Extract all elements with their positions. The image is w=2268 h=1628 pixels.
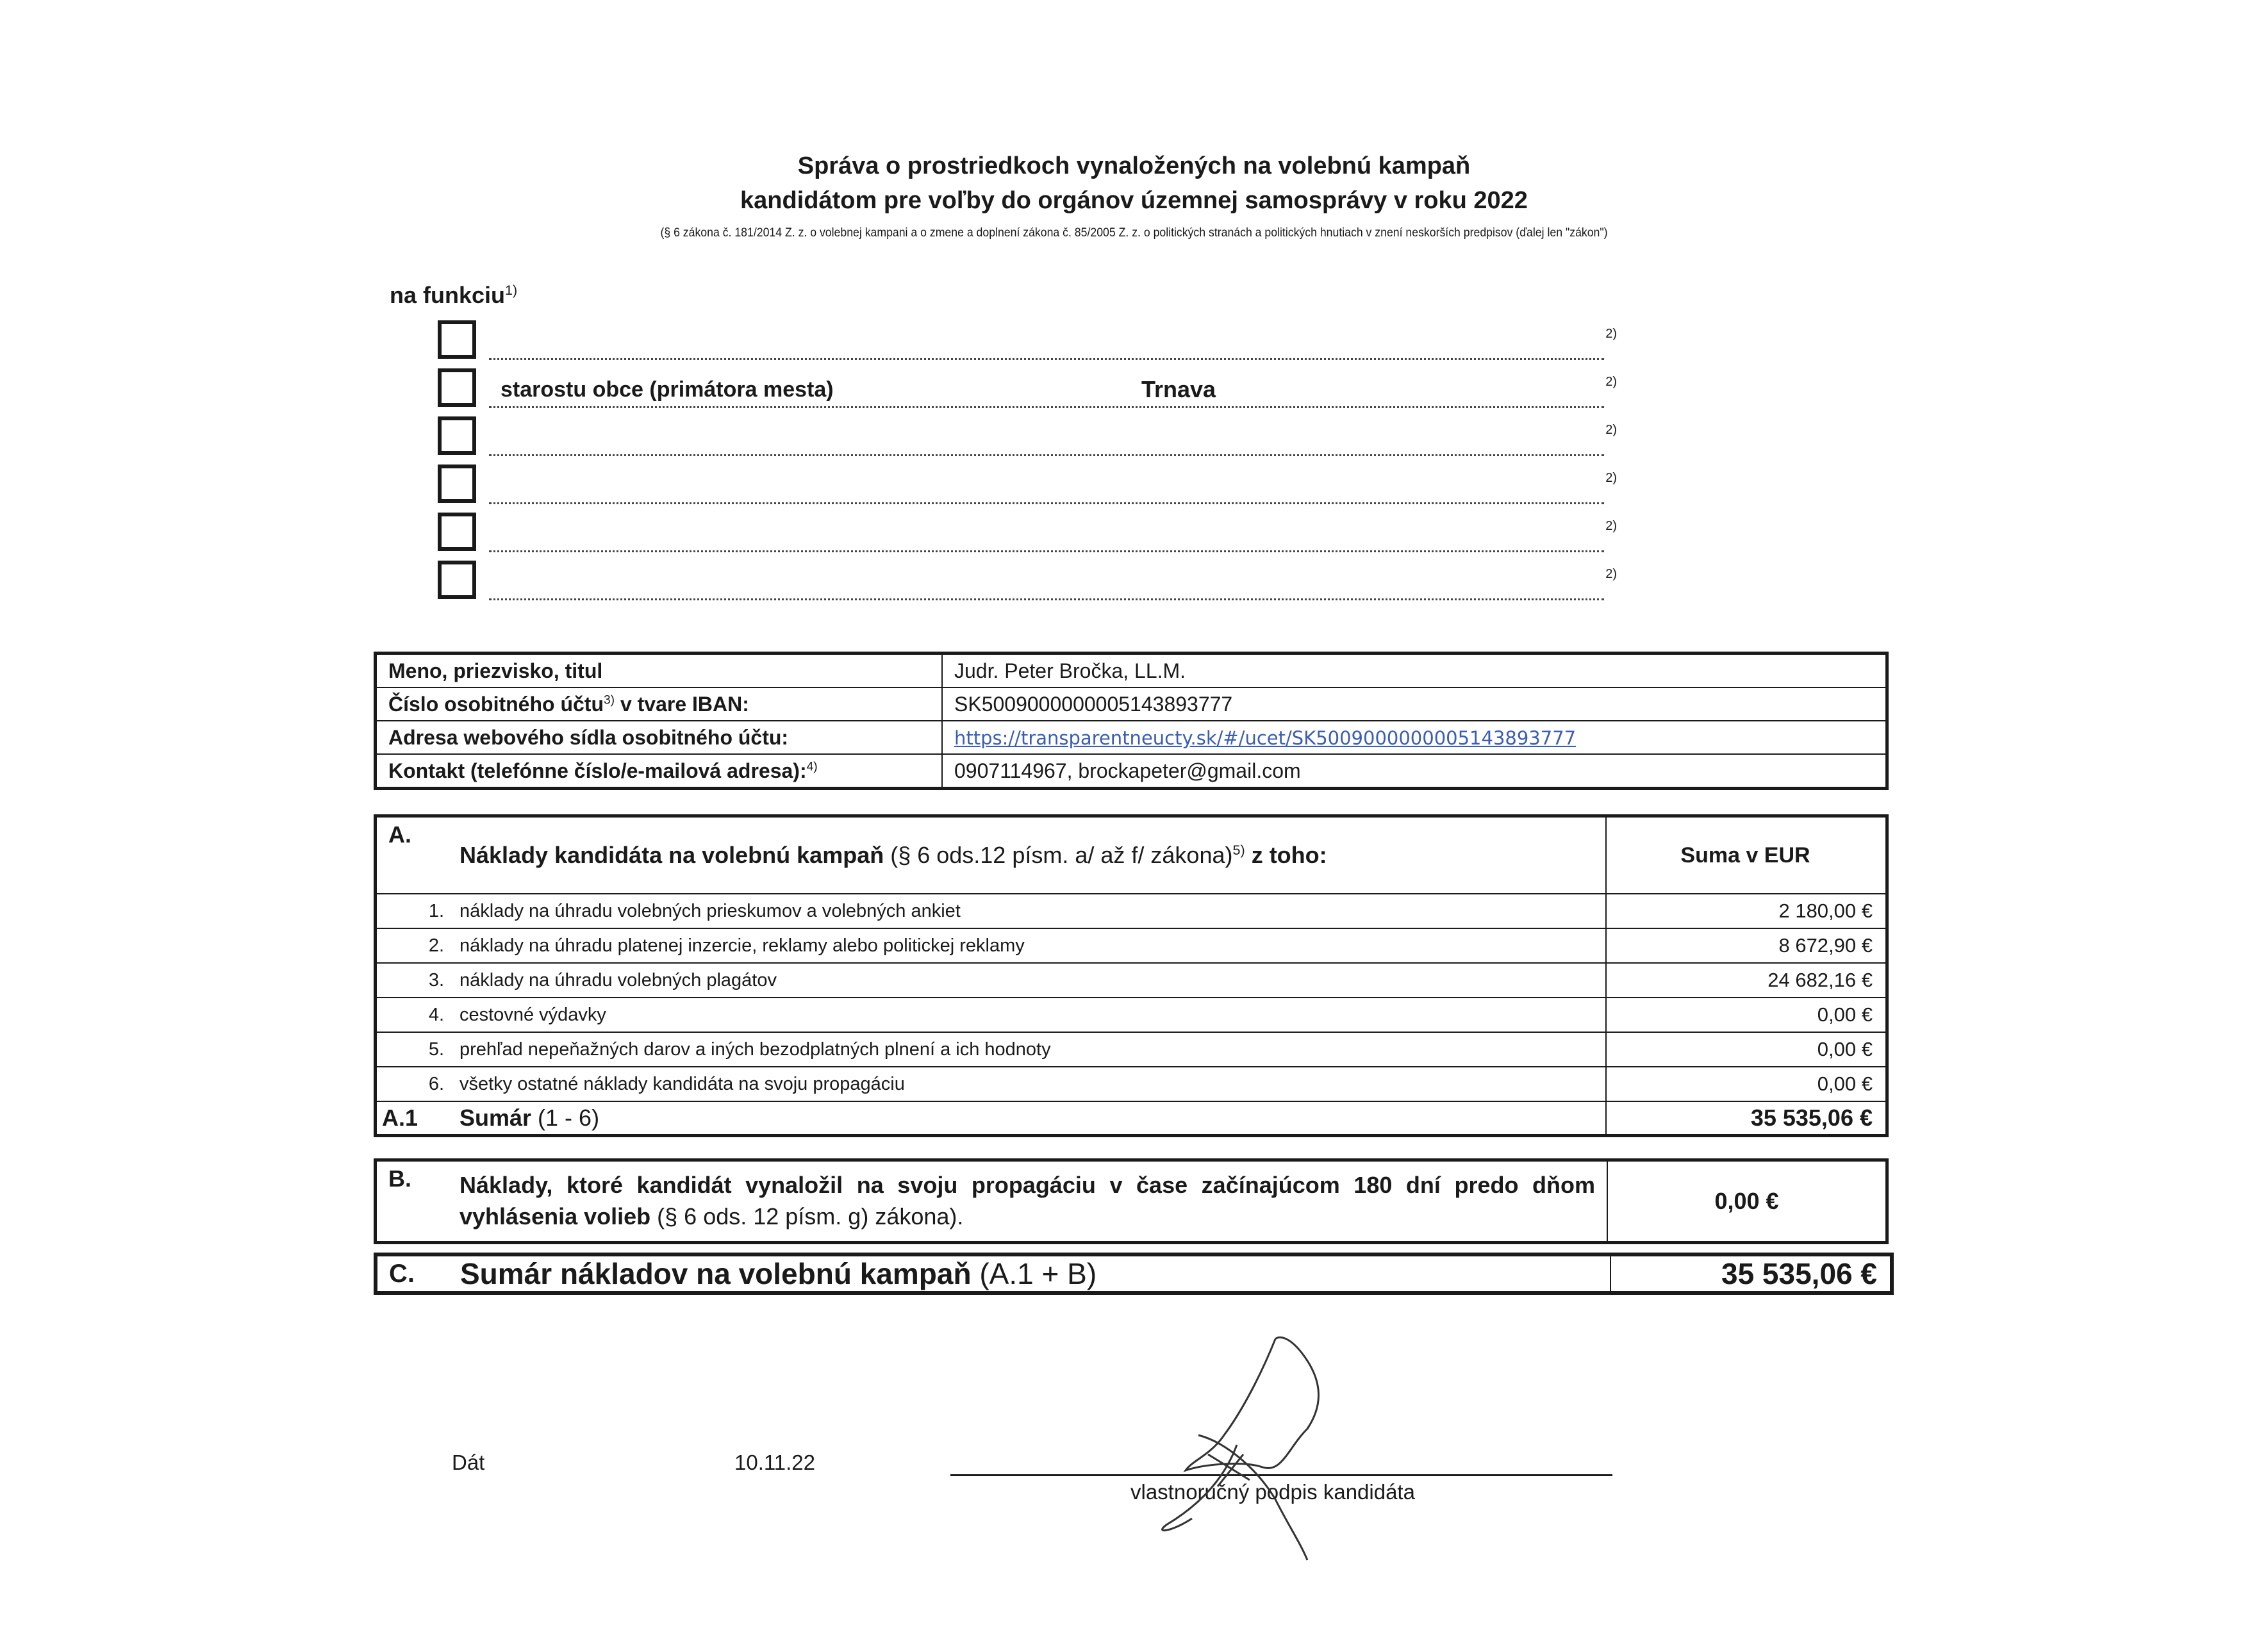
dotted-line — [489, 502, 1604, 504]
footnote-ref: 2) — [1605, 471, 1617, 485]
account-label-sup: 3) — [603, 693, 615, 707]
table-row — [376, 721, 1887, 754]
report-title-line2: kandidátom pre voľby do orgánov územnej samosprávy v roku 2022 — [740, 187, 1528, 214]
contact-label — [376, 754, 943, 789]
section-b-amount: 0,00 € — [1607, 1160, 1887, 1243]
signature-scribble — [1147, 1333, 1359, 1570]
section-a-title-tail: z toho: — [1245, 842, 1327, 868]
footnote-ref: 2) — [1605, 519, 1617, 533]
function-checkbox[interactable] — [438, 320, 476, 359]
table-row — [376, 1160, 1887, 1243]
section-a-header — [376, 816, 1887, 894]
date-value: 10.11.22 — [734, 1451, 816, 1474]
function-row — [438, 561, 1617, 604]
item-number: 2. — [376, 928, 449, 963]
function-row-value: Trnava — [1141, 376, 1216, 402]
function-checkbox[interactable] — [438, 561, 476, 599]
section-a-title — [448, 816, 1606, 894]
section-c-amount: 35 535,06 € — [1610, 1254, 1892, 1293]
sum-label-bold: Sumár — [459, 1105, 532, 1131]
sum-letter: A.1 — [376, 1101, 449, 1136]
table-row — [376, 1067, 1887, 1101]
web-cell — [942, 721, 1887, 754]
item-label: prehľad nepeňažných darov a iných bezodplatných plnení a ich hodnoty — [448, 1032, 1606, 1067]
sum-label — [448, 1101, 1606, 1136]
amount-header: Suma v EUR — [1606, 816, 1887, 894]
section-b-table — [374, 1158, 1889, 1244]
item-label: všetky ostatné náklady kandidáta na svoju propagáciu — [448, 1067, 1606, 1101]
footnote-ref: 2) — [1605, 375, 1617, 389]
item-label: cestovné výdavky — [448, 998, 1606, 1032]
item-number: 4. — [376, 998, 449, 1032]
account-label — [376, 687, 943, 721]
function-label-sup: 1) — [505, 282, 518, 298]
section-c-label-rest: (A.1 + B) — [971, 1257, 1097, 1290]
item-label: náklady na úhradu platenej inzercie, reklamy alebo politickej reklamy — [448, 928, 1606, 963]
contact-value: 0907114967, brockapeter@gmail.com — [942, 754, 1887, 789]
sum-amount: 35 535,06 € — [1606, 1101, 1887, 1136]
dotted-line — [489, 598, 1604, 600]
footnote-ref: 2) — [1605, 423, 1617, 437]
item-amount: 0,00 € — [1606, 1067, 1887, 1101]
item-amount: 0,00 € — [1606, 998, 1887, 1032]
dotted-line — [489, 454, 1604, 456]
item-number: 5. — [376, 1032, 449, 1067]
function-checkbox[interactable] — [438, 416, 476, 455]
item-number: 1. — [376, 894, 449, 928]
section-b-text — [448, 1160, 1607, 1243]
table-row — [376, 963, 1887, 998]
web-label: Adresa webového sídla osobitného účtu: — [376, 721, 943, 754]
section-c-letter: C. — [376, 1254, 449, 1293]
function-row — [438, 465, 1617, 508]
item-amount: 8 672,90 € — [1606, 928, 1887, 963]
footnote-ref: 2) — [1605, 327, 1617, 341]
section-a-letter: A. — [376, 816, 449, 894]
section-c-label-bold: Sumár nákladov na volebnú kampaň — [460, 1257, 972, 1290]
legal-note: (§ 6 zákona č. 181/2014 Z. z. o volebnej kampani a o zmene a doplnení zákona č. 85/2005 Z. z. o politických stranách a politických hnutiach v znení neskorších predpisov (ďalej len "zákon") — [660, 226, 1608, 240]
dotted-line — [489, 406, 1604, 408]
account-label-tail: v tvare IBAN: — [615, 692, 749, 716]
transparent-account-link[interactable]: https://transparentneucty.sk/#/ucet/SK5009000000005143893777 — [954, 727, 1577, 749]
item-amount: 24 682,16 € — [1606, 963, 1887, 998]
section-b-text-rest: (§ 6 ods. 12 písm. g) zákona). — [650, 1203, 964, 1229]
iban-value: SK5009000000005143893777 — [942, 687, 1887, 721]
section-c-table — [374, 1253, 1894, 1295]
name-label: Meno, priezvisko, titul — [376, 654, 943, 688]
item-amount: 0,00 € — [1606, 1032, 1887, 1067]
signature-caption: vlastnoručný podpis kandidáta — [1130, 1480, 1415, 1504]
item-number: 3. — [376, 963, 449, 998]
function-row-label: starostu obce (primátora mesta) — [501, 377, 834, 402]
table-row — [376, 687, 1887, 721]
table-row — [376, 894, 1887, 928]
section-a-title-sup: 5) — [1232, 842, 1245, 858]
dotted-line — [489, 550, 1604, 552]
function-checkbox[interactable] — [438, 368, 476, 407]
table-row — [376, 928, 1887, 963]
name-value: Judr. Peter Bročka, LL.M. — [942, 654, 1887, 688]
item-label: náklady na úhradu volebných plagátov — [448, 963, 1606, 998]
contact-label-sup: 4) — [806, 759, 818, 773]
function-row — [438, 513, 1617, 556]
section-a-table — [374, 814, 1889, 1137]
table-row — [376, 1032, 1887, 1067]
dotted-line — [489, 358, 1604, 360]
function-label: na funkciu — [390, 282, 506, 308]
item-amount: 2 180,00 € — [1606, 894, 1887, 928]
section-b-letter: B. — [376, 1160, 449, 1243]
function-checkbox[interactable] — [438, 465, 476, 503]
footnote-ref: 2) — [1605, 567, 1617, 581]
section-a-sum-row — [376, 1101, 1887, 1136]
item-number: 6. — [376, 1067, 449, 1101]
table-row — [376, 1254, 1892, 1293]
table-row — [376, 754, 1887, 789]
section-a-title-rest: (§ 6 ods.12 písm. a/ až f/ zákona) — [884, 842, 1233, 868]
function-row — [438, 320, 1617, 364]
sum-label-rest: (1 - 6) — [531, 1105, 600, 1131]
function-row — [438, 416, 1617, 460]
section-a-title-bold: Náklady kandidáta na volebnú kampaň — [459, 842, 884, 868]
report-title-line1: Správa o prostriedkoch vynaložených na volebnú kampaň — [797, 152, 1471, 179]
function-row — [438, 368, 1617, 412]
contact-label-text: Kontakt (telefónne číslo/e-mailová adresa): — [388, 759, 807, 782]
table-row — [376, 998, 1887, 1032]
date-label: Dát — [452, 1451, 485, 1474]
section-c-label — [449, 1254, 1610, 1293]
function-checkbox[interactable] — [438, 513, 476, 551]
section-b-text-bold: Náklady, ktoré kandidát vynaložil na svoju propagáciu v čase začínajúcom 180 dní predo dňom vyhlásenia volieb — [459, 1172, 1595, 1229]
function-heading — [390, 282, 517, 309]
table-row — [376, 654, 1887, 688]
item-label: náklady na úhradu volebných prieskumov a volebných ankiet — [448, 894, 1606, 928]
candidate-info-table — [374, 652, 1889, 790]
account-label-text: Číslo osobitného účtu — [388, 692, 604, 716]
